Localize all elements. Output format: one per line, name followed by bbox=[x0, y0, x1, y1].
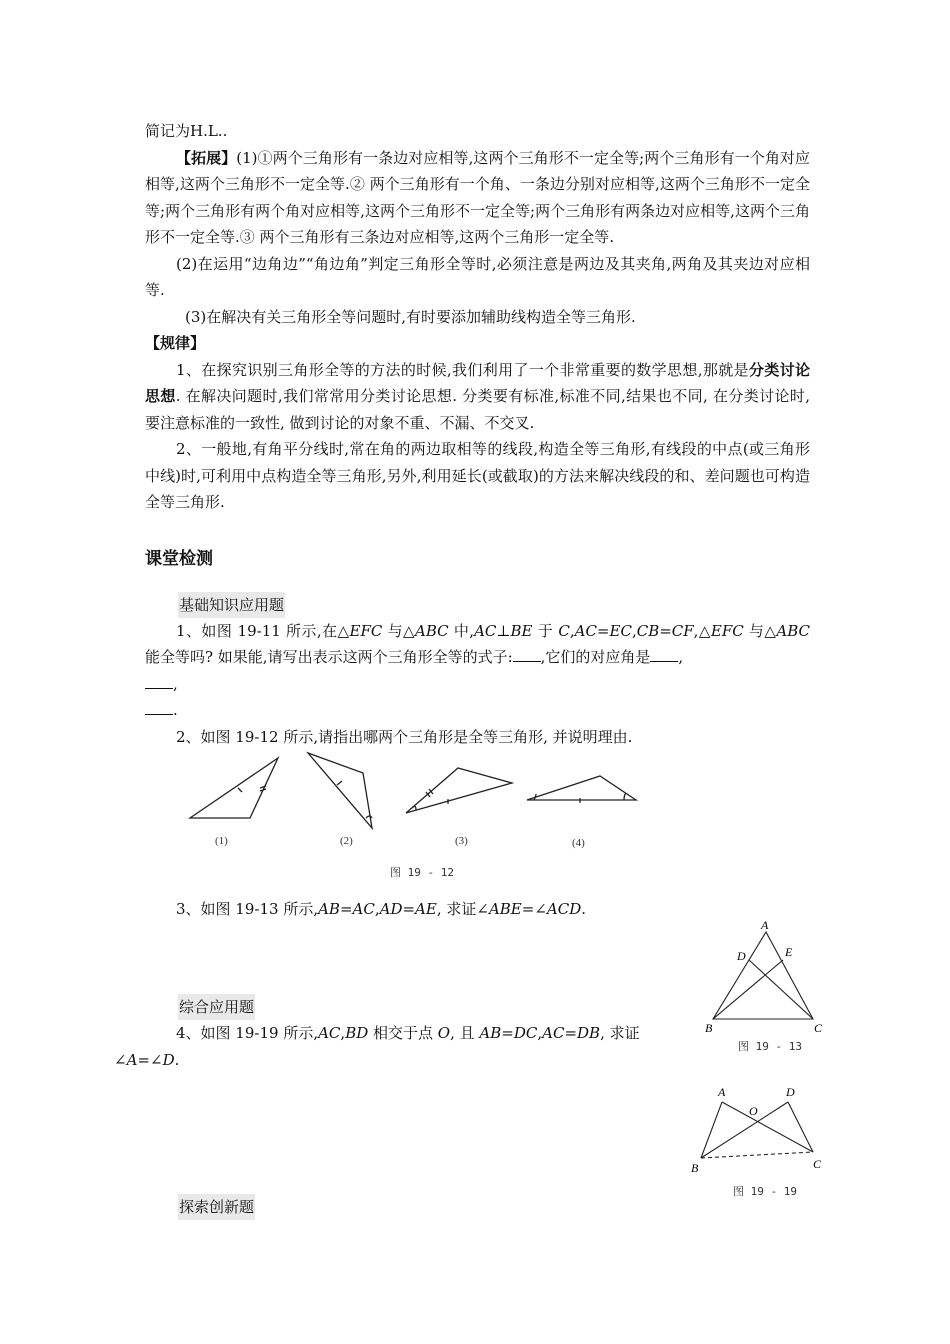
point-A: A bbox=[718, 1085, 726, 1099]
triangle-4 bbox=[527, 776, 636, 800]
answer-blank[interactable] bbox=[145, 700, 173, 715]
question-1: 1、如图 19-11 所示,在△EFC 与△ABC 中,AC⊥BE 于 C,AC=EC,CB=CF,△EFC 与△ABC 能全等吗? 如果能,请写出表示这两个三角形全等的式子: ,它们的对应角是 , , . bbox=[145, 621, 810, 719]
figure-19-19 bbox=[688, 1080, 833, 1205]
triangle-2 bbox=[308, 753, 372, 828]
figure-19-12 bbox=[180, 748, 650, 883]
point-C: C bbox=[813, 1157, 822, 1171]
question-4: 4、如图 19-19 所示,AC,BD 相交于点 O, 且 AB=DC,AC=DB, 求证 ∠A=∠D. bbox=[114, 1024, 640, 1069]
document-body bbox=[145, 118, 810, 750]
point-A: A bbox=[761, 918, 769, 932]
fig12-label-1: (1) bbox=[215, 835, 228, 847]
fig12-label-3: (3) bbox=[455, 835, 468, 847]
fig12-label-4: (4) bbox=[572, 837, 585, 849]
rule-paragraph-2: 2、一般地,有角平分线时,常在角的两边取相等的线段,构造全等三角形,有线段的中点(或三角形中线)时,可利用中点构造全等三角形,另外,利用延长(或截取)的方法来解决线段的和、差问题也可构造全等三角形. bbox=[145, 440, 810, 511]
point-C: C bbox=[814, 1021, 823, 1035]
fig12-caption: 图 19 - 12 bbox=[390, 866, 454, 879]
question-3: 3、如图 19-13 所示,AB=AC,AD=AE, 求证∠ABE=∠ACD. bbox=[176, 900, 587, 918]
point-B: B bbox=[691, 1161, 699, 1175]
point-E: E bbox=[785, 945, 793, 959]
fig13-caption: 图 19 - 13 bbox=[738, 1040, 802, 1053]
answer-blank[interactable] bbox=[513, 647, 541, 662]
subheading-explore: 探索创新题 bbox=[178, 1194, 255, 1220]
answer-blank[interactable] bbox=[650, 647, 678, 662]
section-title: 课堂检测 bbox=[145, 548, 213, 569]
point-B: B bbox=[705, 1021, 713, 1035]
figure-19-13 bbox=[700, 914, 830, 1056]
question-2: 2、如图 19-12 所示,请指出哪两个三角形是全等三角形, 并说明理由. bbox=[176, 727, 633, 746]
rule-paragraph-1: 1、在探究识别三角形全等的方法的时候,我们利用了一个非常重要的数学思想,那就是分类讨论思想. 在解决问题时,我们常常用分类讨论思想. 分类要有标准,标准不同,结果也不同, 在分类讨论时, 要注意标准的一致性, 做到讨论的对象不重、不漏、不交叉. bbox=[145, 360, 810, 432]
expand-paragraph-3: (3)在解决有关三角形全等问题时,有时要添加辅助线构造全等三角形. bbox=[185, 307, 636, 326]
point-O: O bbox=[749, 1104, 758, 1118]
hl-line: 简记为H.L.. bbox=[145, 122, 228, 140]
triangle-1 bbox=[190, 758, 278, 818]
fig12-label-2: (2) bbox=[340, 835, 353, 847]
point-D: D bbox=[786, 1085, 795, 1099]
expand-paragraph-1: 【拓展】(1)①两个三角形有一条边对应相等,这两个三角形不一定全等;两个三角形有一个角对应相等,这两个三角形不一定全等.② 两个三角形有一个角、一条边分别对应相等,这两个三角形不一定全等;两个三角形有两个角对应相等,这两个三角形不一定全等;两个三角形有两条边对应相等,这两个三角形不一定全等.③ 两个三角形有三条边对应相等,这两个三角形一定全等. bbox=[145, 148, 810, 246]
point-D: D bbox=[737, 949, 746, 963]
expand-paragraph-2: (2)在运用“边角边”“角边角”判定三角形全等时,必须注意是两边及其夹角,两角及其夹边对应相等. bbox=[145, 254, 810, 299]
expand-label: 【拓展】 bbox=[176, 148, 237, 167]
subheading-basic: 基础知识应用题 bbox=[178, 592, 810, 618]
triangle-3 bbox=[406, 768, 512, 813]
answer-blank[interactable] bbox=[145, 674, 173, 689]
subheading-comprehensive: 综合应用题 bbox=[178, 994, 255, 1020]
rule-label: 【规律】 bbox=[145, 334, 206, 352]
fig19-caption: 图 19 - 19 bbox=[733, 1185, 797, 1198]
